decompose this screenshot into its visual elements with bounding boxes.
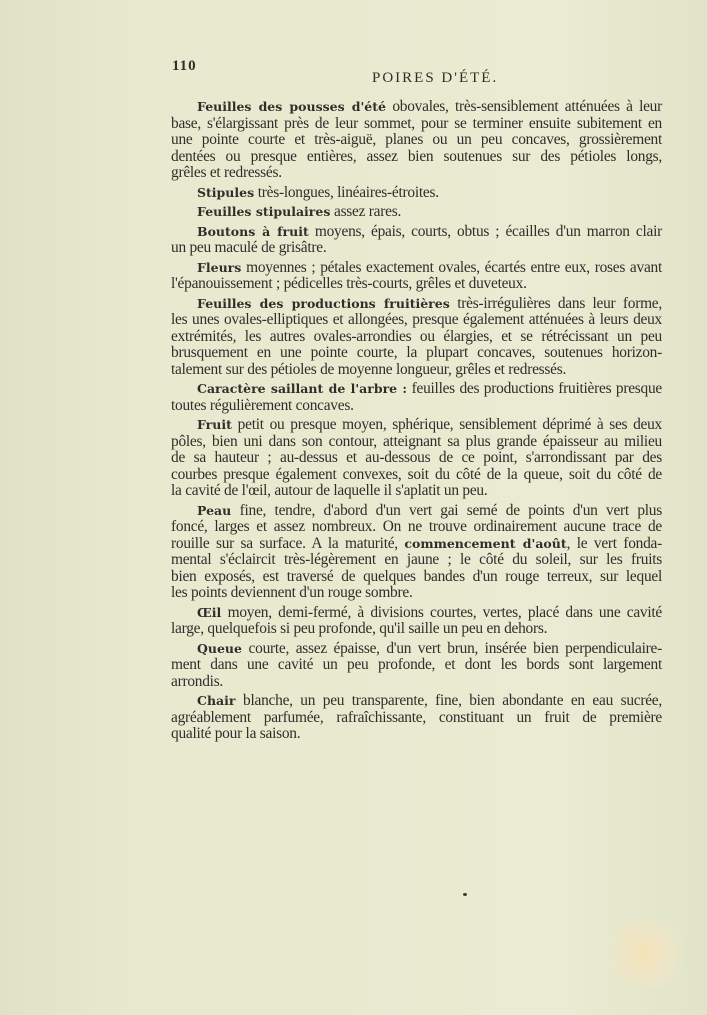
page-number: 110	[172, 58, 197, 74]
line-text: de sa hauteur ; au-dessus et au-dessous de ce point, s'arrondissant par des	[171, 449, 662, 466]
text-line	[171, 204, 662, 221]
line-text: qualité pour la saison.	[171, 725, 301, 742]
text-line	[171, 536, 662, 553]
paragraph-lead-term: Queue	[197, 640, 242, 656]
paragraph	[171, 99, 662, 182]
paragraph	[171, 641, 662, 691]
paragraph	[171, 185, 662, 202]
paragraph-lead-term: Boutons à fruit	[197, 223, 309, 239]
line-text: pôles, bien uni dans son contour, atteignant sa plus grande épaisseur au milieu	[171, 432, 662, 450]
text-line	[171, 450, 662, 467]
paragraph-lead-term: Stipules	[197, 184, 255, 200]
line-text: moyen, demi-fermé, à divisions courtes, vertes, placé dans une cavité	[221, 603, 662, 621]
line-text: large, quelquefois si peu profonde, qu'il saille un peu en dehors.	[171, 620, 548, 637]
paragraph	[171, 503, 662, 602]
line-text: arrondis.	[171, 672, 224, 690]
line-text: un peu maculé de grisâtre.	[171, 239, 327, 256]
line-text: blanche, un peu transparente, fine, bien abondante en eau sucrée,	[235, 692, 662, 709]
line-text: moyennes ; pétales exactement ovales, écartés entre eux, roses avant	[241, 258, 662, 276]
line-text: brusquement en une pointe courte, la plupart concaves, soutenues horizon-	[171, 344, 662, 361]
text-line	[171, 132, 662, 149]
paragraph	[171, 260, 662, 293]
paragraph-lead-term: Peau	[197, 502, 232, 518]
text-line	[171, 657, 662, 674]
text-line	[171, 674, 662, 691]
paragraph-lead-term: Feuilles stipulaires	[197, 204, 331, 219]
line-text: feuilles des productions fruitières presque	[407, 380, 663, 397]
line-text: fine, tendre, d'abord d'un vert gai semé de points d'un vert plus	[231, 501, 662, 519]
line-text: toutes régulièrement concaves.	[171, 396, 354, 414]
paragraph	[171, 296, 662, 379]
paragraph	[171, 605, 662, 638]
line-text: moyens, épais, courts, obtus ; écailles d'un marron clair	[308, 222, 662, 240]
text-line	[171, 312, 662, 329]
line-text: obovales, très-sensiblement atténuées à leur	[385, 98, 662, 115]
line-text: petit ou presque moyen, sphérique, sensiblement déprimé à ses deux	[231, 416, 662, 433]
line-text: bien exposés, est traversé de quelques bandes d'un rouge terreux, sur lequel	[171, 567, 662, 585]
text-line	[171, 467, 662, 484]
text-line	[171, 519, 662, 536]
text-line	[171, 726, 662, 743]
text-line	[171, 99, 662, 116]
line-text: une pointe courte et très-aiguë, planes ou un peu concaves, grossièrement	[171, 131, 662, 148]
line-text: rouille sur sa surface. A la maturité,	[171, 534, 405, 552]
text-line	[171, 398, 662, 415]
text-line	[171, 585, 662, 602]
line-text: la cavité de l'œil, autour de laquelle il s'aplatit un peu.	[171, 482, 488, 499]
paragraph	[171, 417, 662, 500]
paragraph-lead-term: Feuilles des productions fruitières	[197, 295, 450, 311]
text-line	[171, 362, 662, 379]
line-text: courbes presque également convexes, soit du côté de la queue, soit du côté de	[171, 465, 662, 483]
ink-speck	[463, 893, 467, 896]
paragraph-lead-term: Caractère saillant de l'arbre :	[197, 381, 408, 396]
text-line	[171, 296, 662, 313]
paragraph-lead-term: Fleurs	[197, 259, 242, 275]
line-text: agréablement parfumée, rafraîchissante, constituant un fruit de première	[171, 708, 662, 726]
paragraph-lead-term: Œil	[197, 604, 222, 620]
running-head: POIRES D'ÉTÉ.	[372, 70, 499, 86]
text-line	[171, 569, 662, 586]
line-text: dentées ou presque entières, assez bien soutenues sur des pétioles longs,	[171, 147, 662, 165]
line-text: , le vert fonda-	[566, 534, 663, 552]
line-text: très-longues, linéaires-étroites.	[254, 183, 439, 201]
text-line	[171, 345, 662, 362]
paragraph	[171, 224, 662, 257]
text-line	[171, 693, 662, 710]
paragraph-lead-term: Fruit	[197, 417, 232, 432]
line-text: ment dans une cavité un peu profonde, et dont les bords sont largement	[171, 656, 662, 673]
text-line	[171, 276, 662, 293]
paragraph	[171, 204, 662, 221]
text-line	[171, 483, 662, 500]
line-text: grêles et redressés.	[171, 164, 282, 181]
line-text: courte, assez épaisse, d'un vert brun, insérée bien perpendiculaire-	[241, 639, 662, 657]
line-text: les points deviennent d'un rouge sombre.	[171, 584, 413, 601]
line-text: extrémités, les autres ovales-arrondies ou élargies, et se rétrécissant un peu	[171, 327, 662, 345]
text-line	[171, 149, 662, 166]
text-line	[171, 417, 662, 434]
text-line	[171, 641, 662, 658]
line-text: mental s'éclaircit très-légèrement en jaune ; le côté du soleil, sur les fruits	[171, 551, 662, 568]
text-line	[171, 329, 662, 346]
page-stain	[612, 918, 692, 988]
paragraph-lead-term: Chair	[197, 693, 236, 708]
text-line	[171, 185, 662, 202]
text-line	[171, 503, 662, 520]
text-line	[171, 165, 662, 182]
line-text: foncé, larges et assez nombreux. On ne trouve ordinairement aucune trace de	[171, 518, 662, 535]
text-line	[171, 260, 662, 277]
text-line	[171, 381, 662, 398]
line-text: l'épanouissement ; pédicelles très-courts, grêles et duveteux.	[171, 275, 527, 292]
paragraph	[171, 381, 662, 414]
text-line	[171, 434, 662, 451]
page-body-text	[171, 99, 662, 746]
text-line	[171, 621, 662, 638]
line-text: talement sur des pétioles de moyenne longueur, grêles et redressés.	[171, 360, 567, 378]
text-line	[171, 710, 662, 727]
text-line	[171, 552, 662, 569]
text-line	[171, 224, 662, 241]
text-line	[171, 240, 662, 257]
text-line	[171, 605, 662, 622]
inline-bold-term: commencement d'août	[404, 535, 567, 551]
line-text: très-irrégulières dans leur forme,	[449, 294, 662, 312]
line-text: assez rares.	[330, 203, 402, 220]
line-text: les unes ovales-elliptiques et allongées, presque également atténuées à leurs deux	[171, 311, 662, 328]
paragraph-lead-term: Feuilles des pousses d'été	[197, 99, 386, 114]
paragraph	[171, 693, 662, 743]
line-text: base, s'élargissant près de leur sommet, pour se terminer ensuite subitement en	[171, 114, 662, 132]
text-line	[171, 116, 662, 133]
